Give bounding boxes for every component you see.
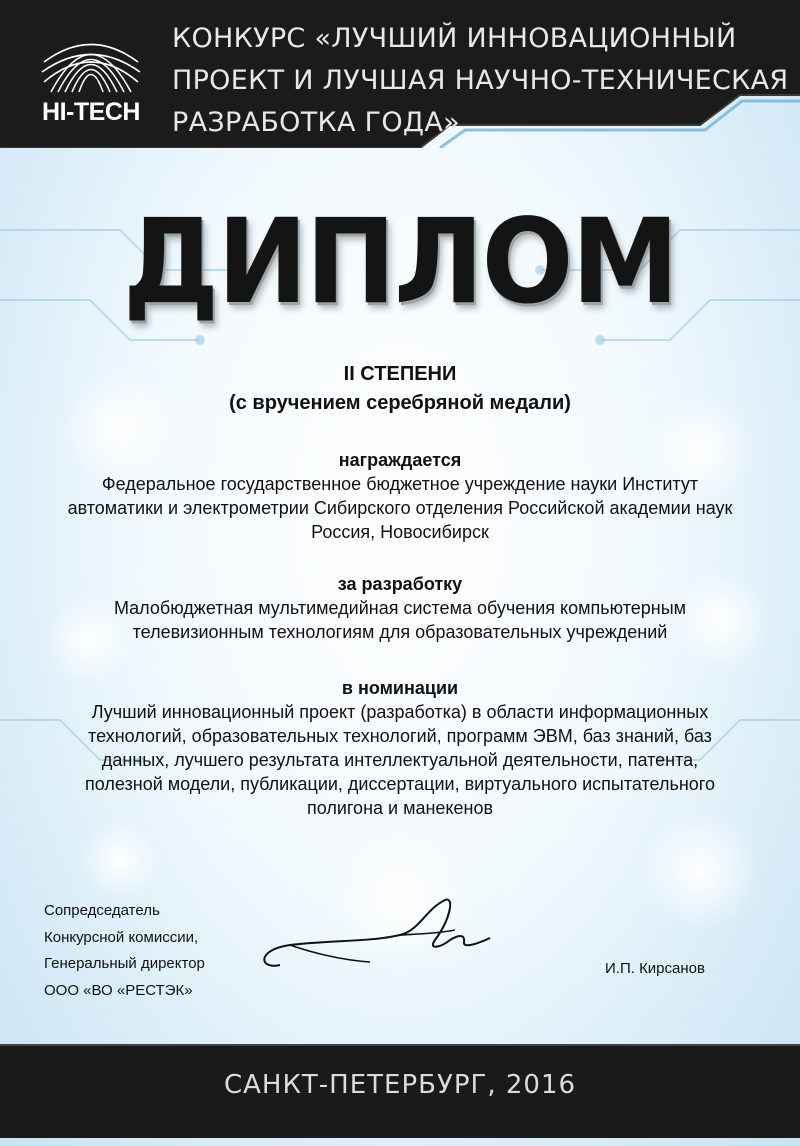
signer-title-line: ООО «ВО «РЕСТЭК»	[44, 981, 193, 999]
degree-block	[40, 360, 760, 418]
nomination-line: технологий, образовательных технологий, программ ЭВМ, баз знаний, баз	[88, 726, 712, 746]
degree-level: II СТЕПЕНИ	[343, 363, 457, 385]
awardee-line: автоматики и электрометрии Сибирского отделения Российской академии наук	[67, 498, 733, 518]
development-section	[40, 572, 760, 644]
degree-medal: (с вручением серебряной медали)	[229, 392, 571, 414]
contest-title-line: ПРОЕКТ И ЛУЧШАЯ НАУЧНО-ТЕХНИЧЕСКАЯ	[172, 65, 789, 96]
signer-title-line: Конкурсной комиссии,	[44, 928, 199, 946]
nomination-line: полезной модели, публикации, диссертации, виртуального испытательного	[85, 774, 715, 794]
logo-icon	[36, 22, 146, 102]
signature	[250, 890, 510, 990]
nomination-label: в номинации	[341, 678, 459, 698]
footer-city-year: САНКТ-ПЕТЕРБУРГ, 2016	[223, 1070, 577, 1100]
logo-text: HI-TECH	[42, 98, 140, 126]
awarded-section	[40, 448, 760, 544]
signer-title-line: Сопредседатель	[44, 902, 160, 919]
contest-title-line: РАЗРАБОТКА ГОДА»	[172, 107, 460, 138]
development-line: Малобюджетная мультимедийная система обучения компьютерным	[113, 598, 687, 618]
signer-title-line: Генеральный директор	[44, 955, 205, 972]
nomination-line: Лучший инновационный проект (разработка) в области информационных	[91, 702, 709, 722]
nomination-line: данных, лучшего результата интеллектуальной деятельности, патента,	[101, 750, 699, 770]
development-line: телевизионным технологиям для образовательных учреждений	[132, 622, 668, 642]
awarded-label: награждается	[338, 450, 462, 470]
nomination-line: полигона и манекенов	[306, 798, 494, 818]
awardee-line: Россия, Новосибирск	[311, 522, 489, 542]
awardee-line: Федеральное государственное бюджетное учреждение науки Институт	[101, 474, 699, 494]
nomination-section	[40, 676, 760, 820]
signer-title	[44, 898, 264, 1004]
diploma-title: ДИПЛОМ	[123, 195, 677, 330]
signer-name: И.П. Кирсанов	[605, 960, 705, 977]
hi-tech-logo	[36, 22, 146, 140]
contest-title	[172, 18, 789, 144]
contest-title-line: КОНКУРС «ЛУЧШИЙ ИННОВАЦИОННЫЙ	[172, 23, 737, 54]
development-label: за разработку	[337, 574, 463, 594]
